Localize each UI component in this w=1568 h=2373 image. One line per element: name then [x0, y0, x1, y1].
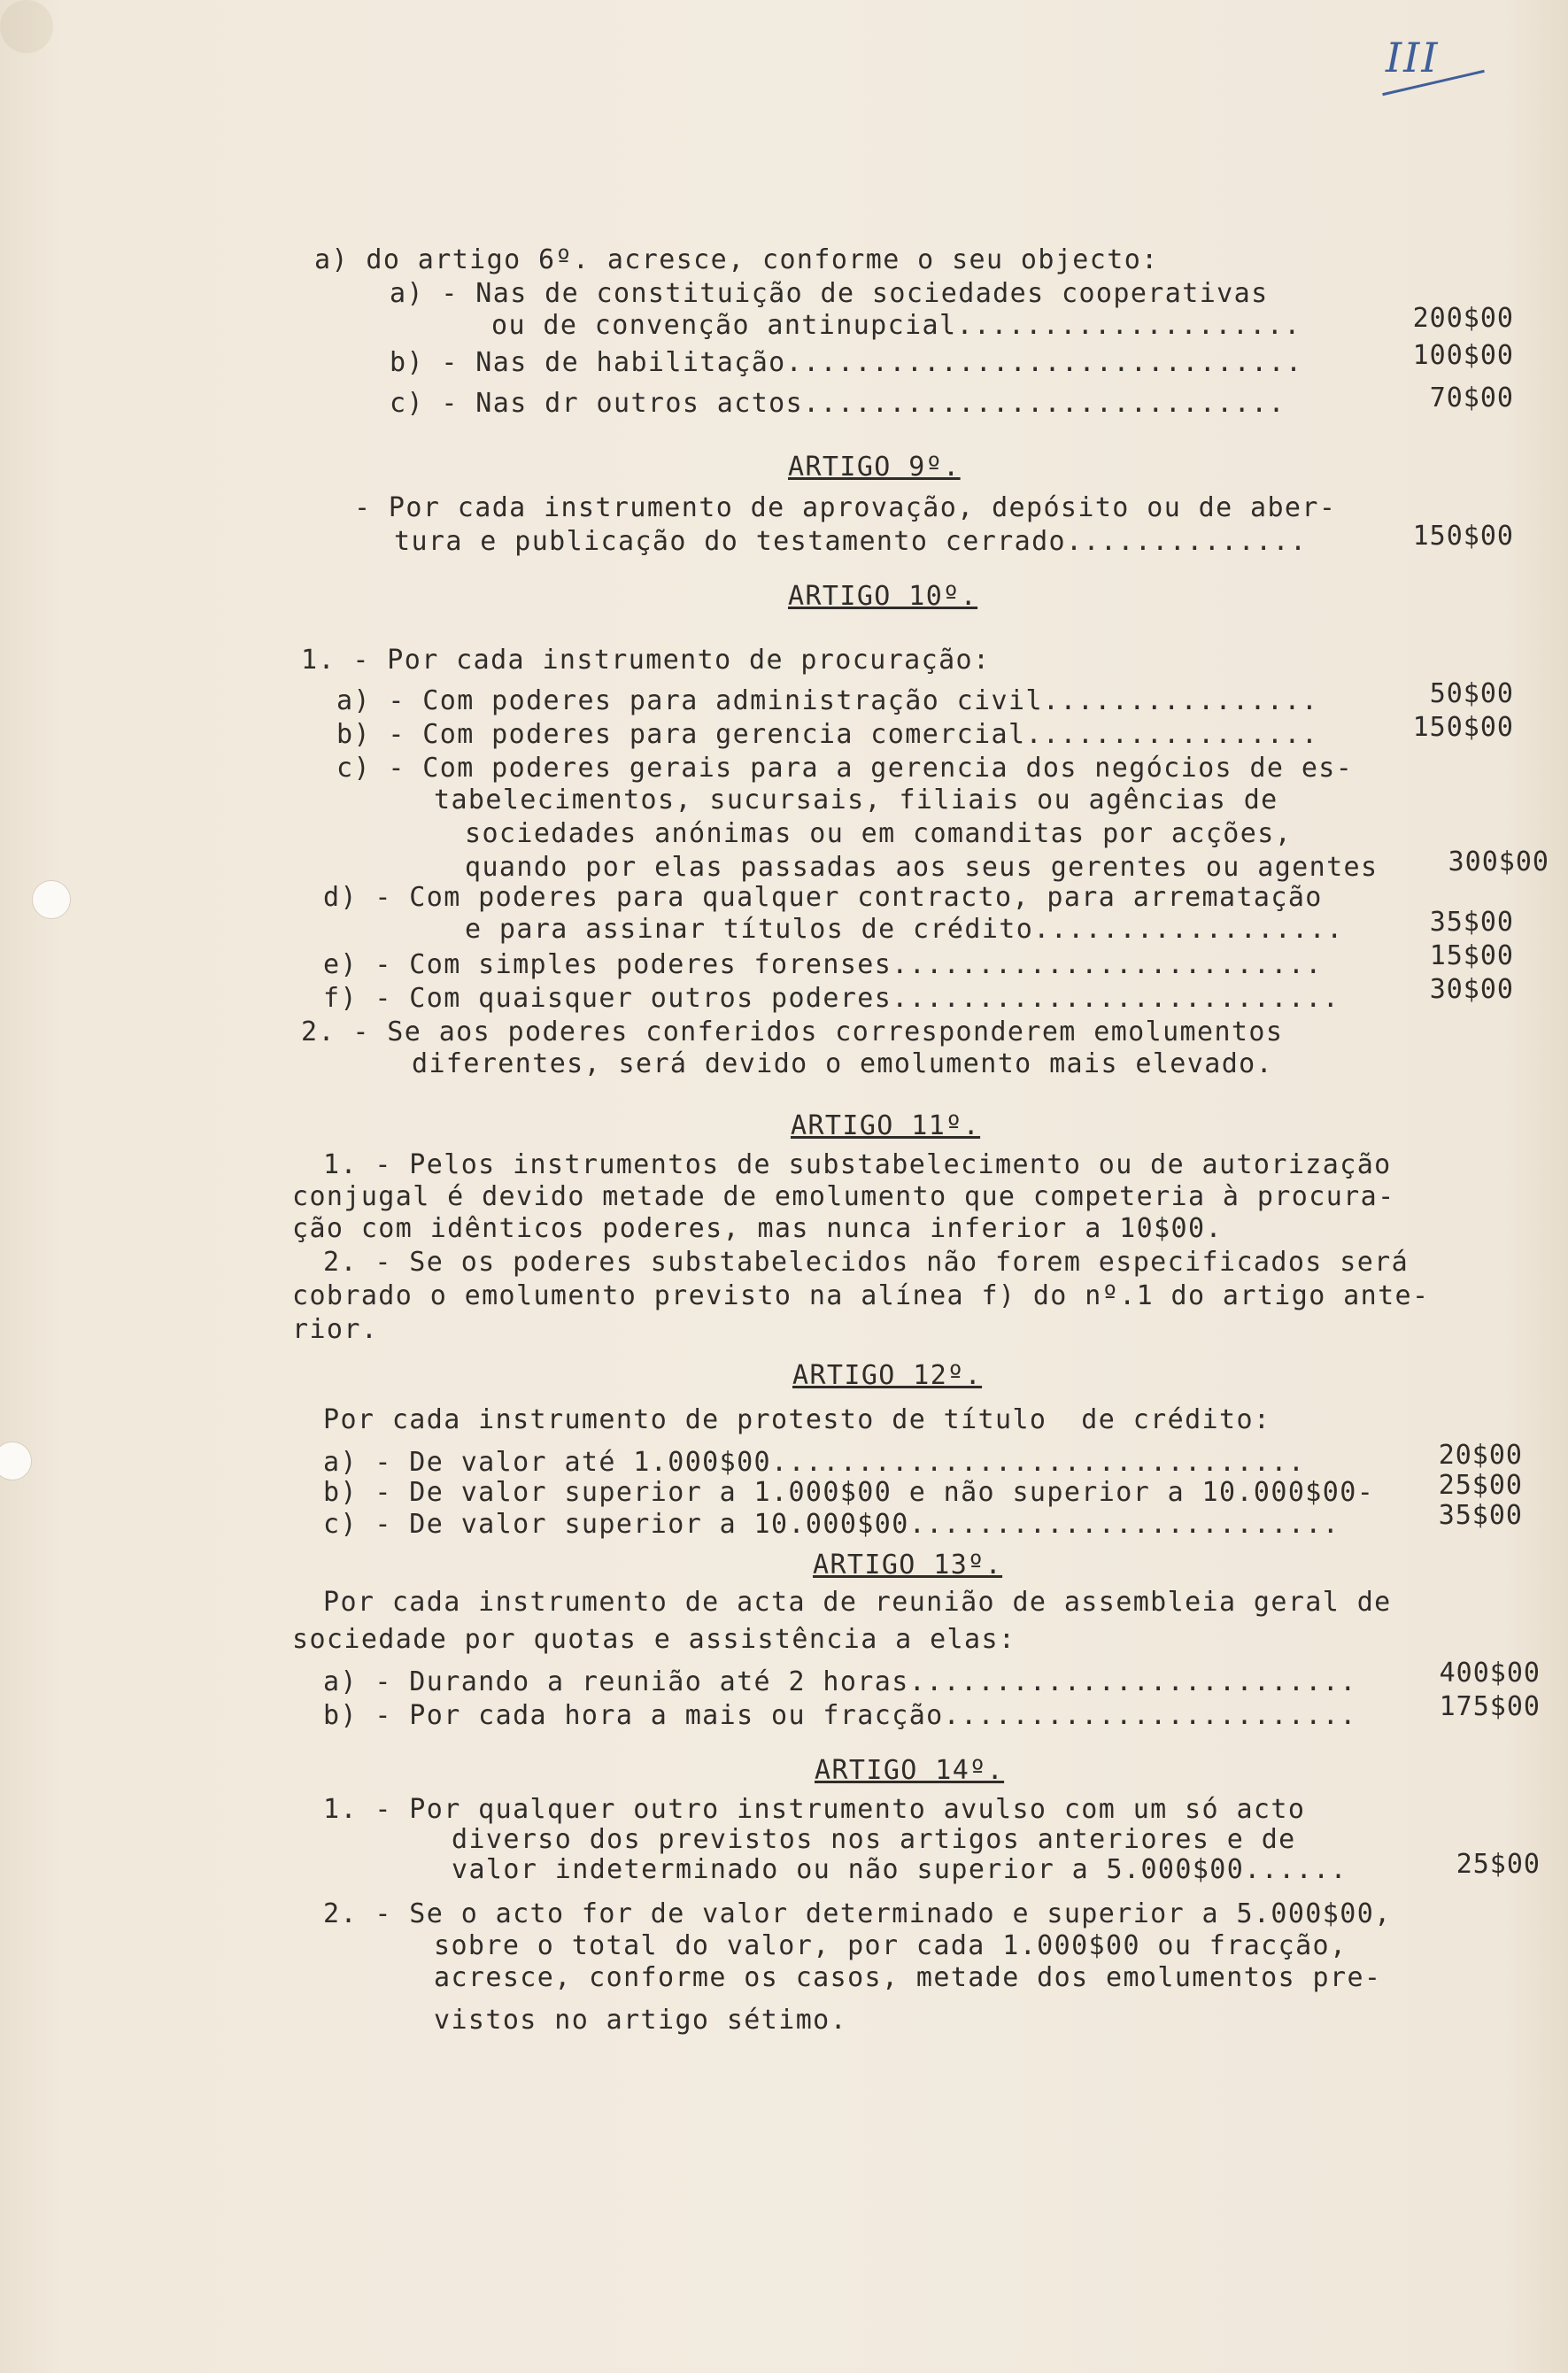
text-line: 2. - Se aos poderes conferidos corresponderem emolumentos: [301, 1016, 1284, 1047]
text-line: b) - Por cada hora a mais ou fracção........................: [323, 1700, 1357, 1731]
text-line: a) do artigo 6º. acresce, conforme o seu objecto:: [314, 244, 1159, 275]
paper-stain: [0, 0, 53, 53]
text-line: sociedades anónimas ou em comanditas por acções,: [465, 818, 1293, 849]
amount: 150$00: [1412, 521, 1514, 552]
text-line: c) - Nas dr outros actos............................: [390, 388, 1286, 419]
text-line: sobre o total do valor, por cada 1.000$00 ou fracção,: [434, 1930, 1348, 1961]
text-line: quando por elas passadas aos seus gerentes ou agentes: [465, 852, 1379, 883]
text-line: c) - Com poderes gerais para a gerencia dos negócios de es-: [336, 753, 1354, 784]
amount: 35$00: [1429, 907, 1514, 938]
text-line: cobrado o emolumento previsto na alínea f) do nº.1 do artigo ante-: [292, 1280, 1430, 1311]
text-line: a) - Durando a reunião até 2 horas..........................: [323, 1666, 1357, 1697]
text-line: 2. - Se os poderes substabelecidos não forem especificados será: [323, 1247, 1410, 1278]
text-line: Por cada instrumento de protesto de título de crédito:: [323, 1404, 1271, 1435]
text-line: ou de convenção antinupcial....................: [491, 310, 1302, 341]
article-heading: ARTIGO 12º.: [792, 1360, 983, 1391]
text-line: - Por cada instrumento de aprovação, depósito ou de aber-: [354, 492, 1337, 523]
amount: 100$00: [1412, 340, 1514, 371]
amount: 25$00: [1456, 1849, 1541, 1880]
text-line: a) - De valor até 1.000$00...............................: [323, 1447, 1306, 1478]
amount: 35$00: [1438, 1500, 1523, 1531]
article-heading: ARTIGO 9º.: [788, 452, 961, 483]
amount: 20$00: [1438, 1440, 1523, 1471]
text-line: rior.: [292, 1314, 379, 1345]
text-line: a) - Com poderes para administração civil................: [336, 685, 1319, 716]
text-line: b) - De valor superior a 1.000$00 e não superior a 10.000$00-: [323, 1477, 1375, 1508]
article-heading: ARTIGO 11º.: [791, 1110, 981, 1141]
article-heading: ARTIGO 14º.: [815, 1755, 1005, 1786]
amount: 200$00: [1412, 303, 1514, 334]
text-line: acresce, conforme os casos, metade dos emolumentos pre-: [434, 1962, 1382, 1993]
text-line: e para assinar títulos de crédito..................: [465, 914, 1344, 945]
text-line: 1. - Por qualquer outro instrumento avulso com um só acto: [323, 1794, 1306, 1825]
amount: 300$00: [1448, 846, 1549, 877]
punch-hole-top: [32, 880, 71, 919]
article-heading: ARTIGO 10º.: [788, 581, 978, 612]
text-line: ção com idênticos poderes, mas nunca inferior a 10$00.: [292, 1213, 1223, 1244]
text-line: Por cada instrumento de acta de reunião de assembleia geral de: [323, 1587, 1392, 1618]
text-line: d) - Com poderes para qualquer contracto, para arrematação: [323, 882, 1323, 913]
text-line: conjugal é devido metade de emolumento que competeria à procura-: [292, 1181, 1395, 1212]
text-line: diferentes, será devido o emolumento mais elevado.: [412, 1048, 1274, 1079]
text-line: sociedade por quotas e assistência a elas:: [292, 1624, 1016, 1655]
text-line: c) - De valor superior a 10.000$00.........................: [323, 1509, 1340, 1540]
text-line: tabelecimentos, sucursais, filiais ou agências de: [434, 785, 1278, 815]
punch-hole-bottom: [0, 1442, 32, 1480]
text-line: a) - Nas de constituição de sociedades cooperativas: [390, 278, 1269, 309]
article-heading: ARTIGO 13º.: [813, 1550, 1003, 1581]
amount: 50$00: [1429, 678, 1514, 709]
text-line: 1. - Por cada instrumento de procuração:: [301, 645, 991, 676]
text-line: vistos no artigo sétimo.: [434, 2005, 848, 2036]
amount: 25$00: [1438, 1470, 1523, 1501]
amount: 15$00: [1429, 940, 1514, 971]
text-line: b) - Com poderes para gerencia comercial.................: [336, 719, 1319, 750]
amount: 70$00: [1429, 383, 1514, 414]
text-line: valor indeterminado ou não superior a 5.000$00......: [452, 1854, 1348, 1885]
amount: 150$00: [1412, 712, 1514, 743]
text-line: diverso dos previstos nos artigos anteriores e de: [452, 1824, 1296, 1855]
amount: 30$00: [1429, 974, 1514, 1005]
text-line: 2. - Se o acto for de valor determinado e superior a 5.000$00,: [323, 1898, 1392, 1929]
text-line: b) - Nas de habilitação..............................: [390, 347, 1303, 378]
page-number: III: [1386, 34, 1440, 81]
text-line: f) - Com quaisquer outros poderes..........................: [323, 983, 1340, 1014]
text-line: 1. - Pelos instrumentos de substabelecimento ou de autorização: [323, 1149, 1392, 1180]
amount: 175$00: [1439, 1691, 1541, 1722]
text-line: e) - Com simples poderes forenses.........................: [323, 949, 1323, 980]
amount: 400$00: [1439, 1658, 1541, 1689]
text-line: tura e publicação do testamento cerrado..............: [394, 526, 1308, 557]
